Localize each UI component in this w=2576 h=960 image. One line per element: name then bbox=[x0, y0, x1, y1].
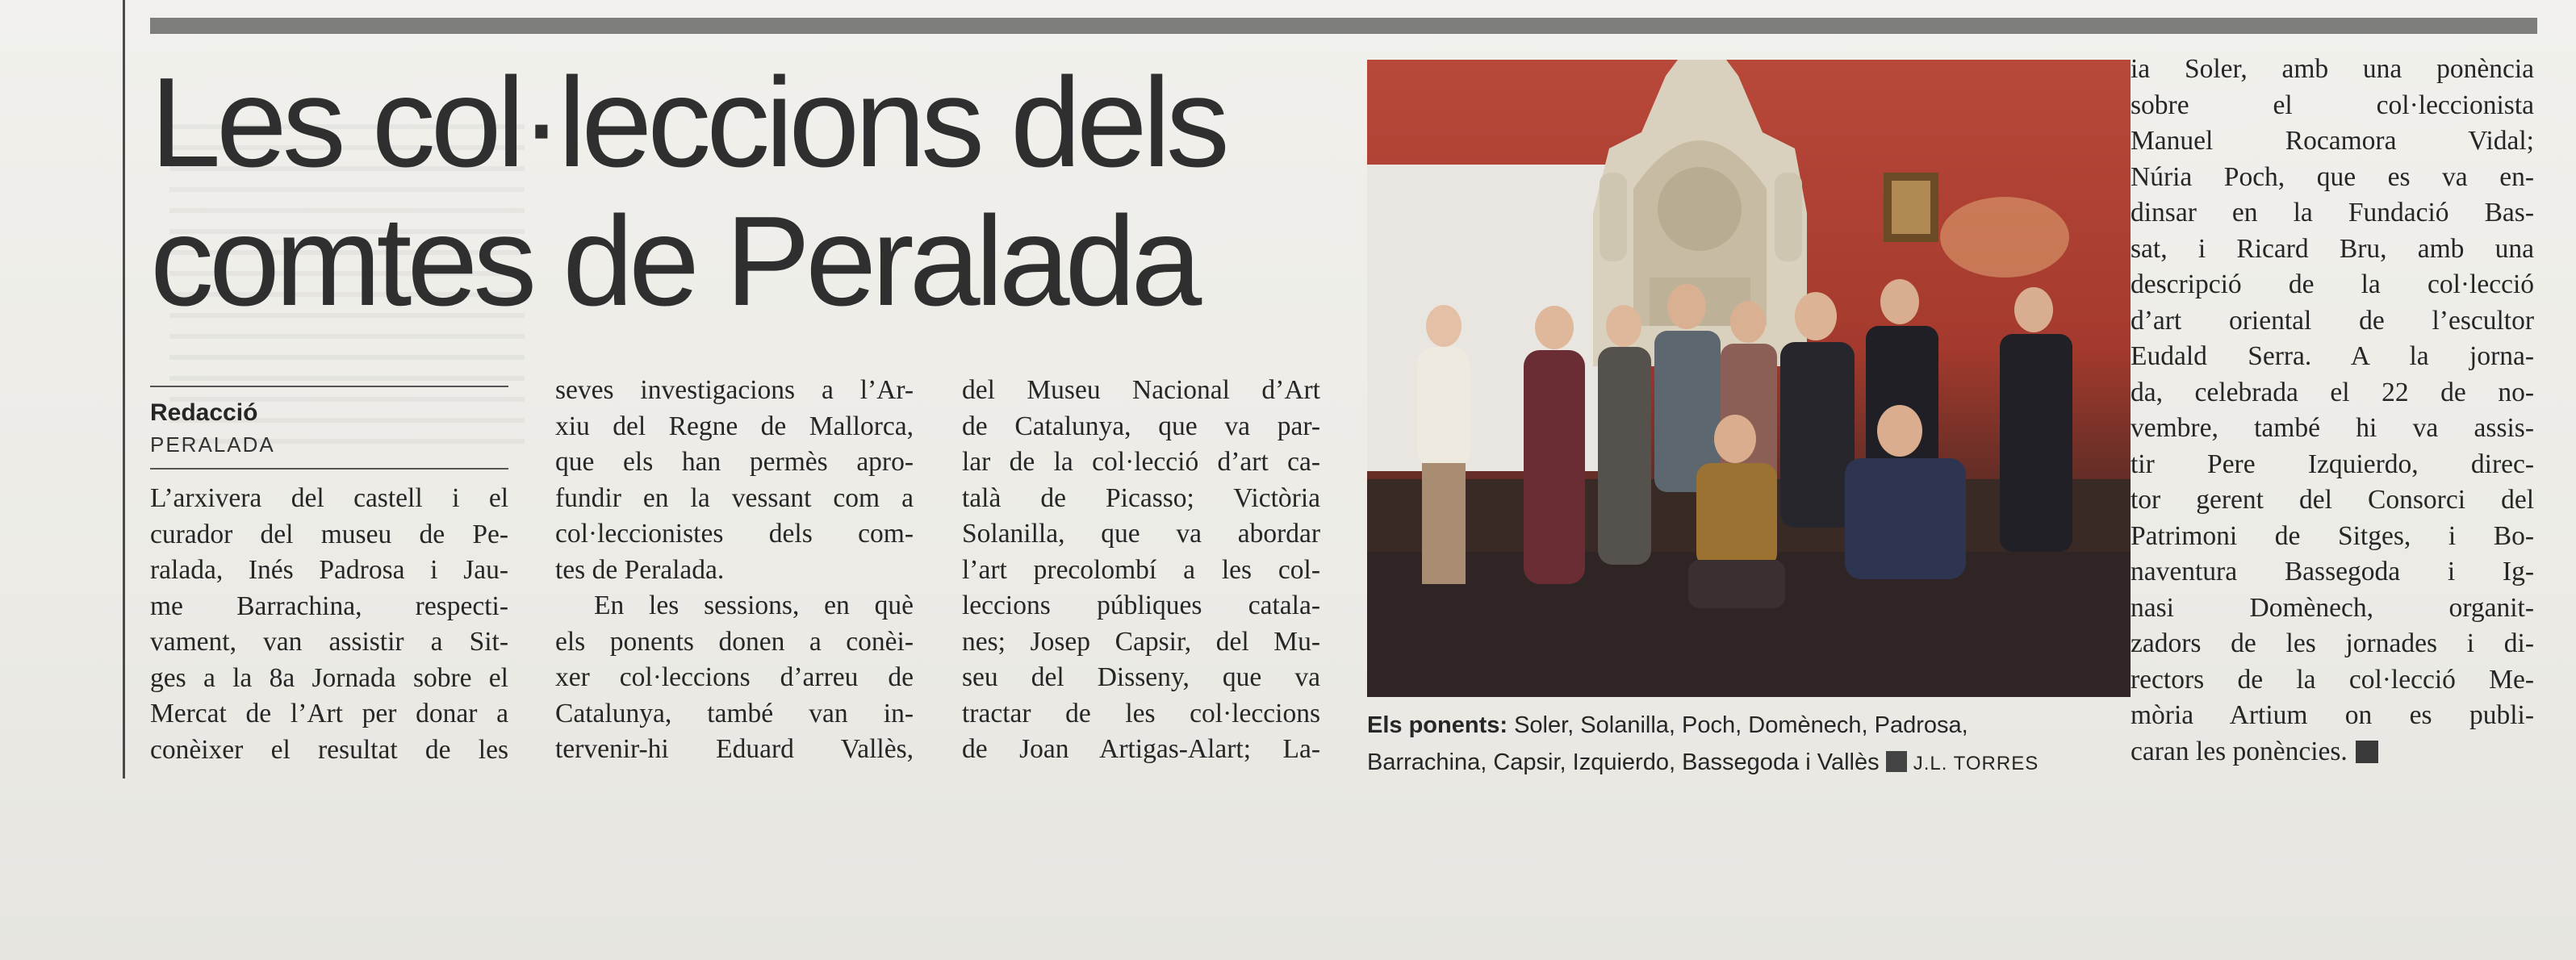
person-head bbox=[1880, 279, 1919, 324]
text-line: dinsar en la Fundació Bas- bbox=[2131, 198, 2534, 227]
text-line: L’arxivera del castell i el bbox=[150, 483, 508, 513]
end-mark-icon bbox=[2356, 741, 2378, 763]
text-line: talà de Picasso; Victòria bbox=[962, 482, 1320, 513]
lamp-glow bbox=[1940, 197, 2069, 278]
person-body bbox=[1696, 463, 1777, 568]
person-body bbox=[2000, 334, 2072, 552]
text-line: seves investigacions a l’Ar- bbox=[555, 375, 914, 405]
final-text: caran les ponències. bbox=[2131, 736, 2348, 766]
separator-square-icon bbox=[1886, 751, 1907, 772]
person-head bbox=[1606, 305, 1641, 347]
text-line: fundir en la vessant com a bbox=[555, 482, 914, 513]
text-line: conèixer el resultat de les bbox=[150, 734, 508, 765]
text-line: Mercat de l’Art per donar a bbox=[150, 699, 508, 728]
text-line: de Joan Artigas-Alart; La- bbox=[962, 734, 1320, 764]
text-line: xiu del Regne de Mallorca, bbox=[555, 411, 914, 441]
text-line: tes de Peralada. bbox=[555, 554, 725, 585]
text-line: nes; Josep Capsir, del Mu- bbox=[962, 626, 1320, 657]
text-line: vament, van assistir a Sit- bbox=[150, 627, 508, 657]
person-body bbox=[1780, 342, 1855, 528]
text-line: tor gerent del Consorci del bbox=[2131, 485, 2534, 515]
text-line: curador del museu de Pe- bbox=[150, 519, 508, 549]
text-line: tir Pere Izquierdo, direc- bbox=[2131, 449, 2534, 479]
text-line: que els han permès apro- bbox=[555, 447, 914, 477]
text-line: col·leccionistes dels com- bbox=[555, 519, 914, 549]
author-name: Redacció bbox=[150, 399, 258, 426]
text-line: zadors de les jornades i di- bbox=[2131, 628, 2534, 658]
person-head bbox=[1535, 306, 1574, 349]
caption-lead: Els ponents: bbox=[1367, 712, 1508, 738]
left-statue bbox=[1600, 173, 1627, 261]
text-line: ia Soler, amb una ponència bbox=[2131, 54, 2534, 84]
text-line: En les sessions, en què bbox=[594, 591, 914, 620]
text-line: de Catalunya, que va par- bbox=[962, 411, 1320, 441]
text-line: xer col·leccions d’arreu de bbox=[555, 662, 914, 692]
person-head bbox=[1730, 301, 1766, 343]
body-column-3 bbox=[962, 373, 1320, 768]
right-statue bbox=[1775, 173, 1802, 261]
text-line: leccions públiques catala- bbox=[962, 591, 1320, 620]
text-line: els ponents donen a conèi- bbox=[555, 626, 914, 657]
text-line: Eudald Serra. A la jorna- bbox=[2131, 341, 2534, 371]
text-line: me Barrachina, respecti- bbox=[150, 591, 508, 621]
text-line: Solanilla, que va abordar bbox=[962, 519, 1320, 549]
person-body bbox=[1417, 347, 1470, 468]
person-body bbox=[1524, 350, 1585, 584]
text-line: da, celebrada el 22 de no- bbox=[2131, 377, 2534, 407]
person-head bbox=[1426, 305, 1462, 347]
section-bar bbox=[150, 18, 2537, 34]
text-line-final bbox=[2131, 734, 2534, 770]
text-line: ges a la 8a Jornada sobre el bbox=[150, 662, 508, 693]
caption-names-2: Barrachina, Capsir, Izquierdo, Bassegoda i Vallès bbox=[1367, 749, 1880, 775]
text-line: Núria Poch, que es va en- bbox=[2131, 161, 2534, 192]
person-legs bbox=[1688, 560, 1785, 608]
text-line: Catalunya, també van in- bbox=[555, 698, 914, 728]
group-photo bbox=[1367, 60, 2131, 697]
photo-credit: J.L. TORRES bbox=[1913, 753, 2039, 774]
column-rule bbox=[123, 0, 125, 778]
body-column-1 bbox=[150, 481, 508, 768]
person-head bbox=[1877, 405, 1922, 457]
person-head bbox=[1714, 415, 1756, 463]
text-line: tractar de les col·leccions bbox=[962, 698, 1320, 728]
text-line: mòria Artium on es publi- bbox=[2131, 700, 2534, 730]
person-head bbox=[1795, 292, 1837, 340]
text-line: del Museu Nacional d’Art bbox=[962, 375, 1320, 405]
text-line: d’art oriental de l’escultor bbox=[2131, 305, 2534, 336]
body-column-4 bbox=[2131, 52, 2534, 770]
text-line: rectors de la col·lecció Me- bbox=[2131, 664, 2534, 695]
text-line: sat, i Ricard Bru, amb una bbox=[2131, 233, 2534, 264]
photo-caption bbox=[1367, 707, 2131, 783]
dateline-place: PERALADA bbox=[150, 432, 275, 457]
text-line: naventura Bassegoda i Ig- bbox=[2131, 557, 2534, 586]
text-line: descripció de la col·lecció bbox=[2131, 269, 2534, 299]
person-body bbox=[1598, 347, 1651, 565]
byline bbox=[150, 386, 508, 458]
text-line: nasi Domènech, organit- bbox=[2131, 592, 2534, 623]
text-line: ralada, Inés Padrosa i Jau- bbox=[150, 555, 508, 585]
group-photo-illustration bbox=[1367, 60, 2131, 697]
text-line: lar de la col·lecció d’art ca- bbox=[962, 447, 1320, 477]
caption-line-2 bbox=[1367, 744, 2131, 783]
text-line: seu del Disseny, que va bbox=[962, 662, 1320, 692]
article-headline: Les col·leccions dels comtes de Peralada bbox=[150, 52, 1225, 332]
text-line: Manuel Rocamora Vidal; bbox=[2131, 126, 2534, 156]
text-line: l’art precolombí a les col- bbox=[962, 554, 1320, 585]
person-body bbox=[1845, 458, 1966, 579]
portrait-canvas bbox=[1892, 181, 1930, 234]
byline-rule bbox=[150, 468, 508, 470]
person-head bbox=[2014, 287, 2053, 332]
body-column-2 bbox=[555, 373, 914, 768]
caption-names-1: Soler, Solanilla, Poch, Domènech, Padrosa, bbox=[1514, 712, 1968, 738]
text-line: Patrimoni de Sitges, i Bo- bbox=[2131, 520, 2534, 551]
text-line: tervenir-hi Eduard Vallès, bbox=[555, 734, 914, 764]
caption-line-1 bbox=[1367, 707, 2131, 744]
person-legs bbox=[1422, 463, 1466, 584]
text-line: sobre el col·leccionista bbox=[2131, 90, 2534, 120]
person-head bbox=[1667, 284, 1706, 329]
rose-window bbox=[1658, 167, 1742, 251]
text-line: vembre, també hi va assis- bbox=[2131, 413, 2534, 443]
